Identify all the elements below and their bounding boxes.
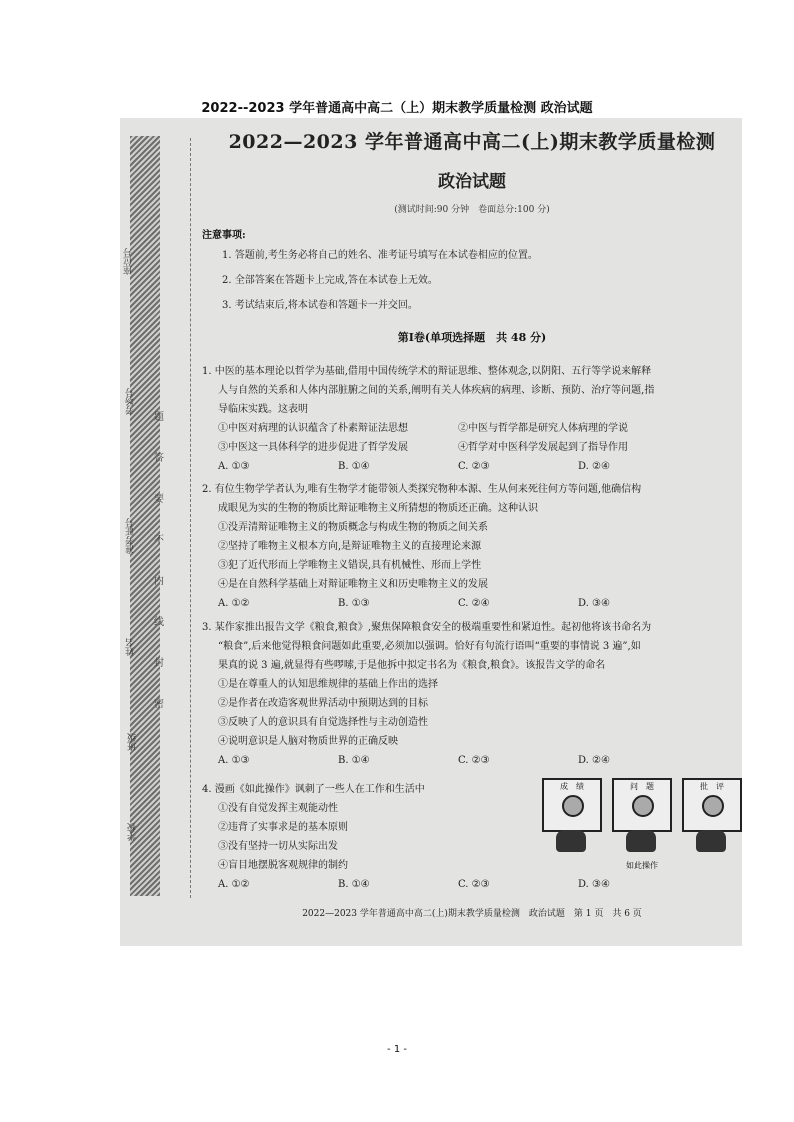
choice-d: D. ②④ <box>578 755 610 766</box>
choice-c: C. ②③ <box>458 879 490 890</box>
statement: ①没弄清辩证唯物主义的物质概念与构成生物的物质之间关系 <box>218 522 488 533</box>
school-label: 学校 <box>128 823 138 841</box>
statement: ③没有坚持一切从实际出发 <box>218 841 338 852</box>
seat-number-label: 座位号 <box>124 248 134 275</box>
panel-title: 问 题 <box>630 782 654 791</box>
panel-title: 成 绩 <box>560 782 584 791</box>
question-stem: 1. 中医的基本理论以哲学为基础,借用中国传统学术的辩证思维、整体观念,以阴阳、五行等学说来解释 <box>202 366 652 377</box>
cartoon-panel <box>682 778 742 832</box>
exam-info: (测试时间:90 分钟 卷面总分:100 分) <box>394 205 550 215</box>
panel-title: 批 评 <box>700 782 724 791</box>
document-header: 2022--2023 学年普通高中高二（上）期末教学质量检测 政治试题 <box>201 101 593 116</box>
question-2 <box>202 480 722 613</box>
seal-char: 不 <box>154 535 164 546</box>
exam-room-label: 考场号 <box>126 388 136 415</box>
statement: ①是在尊重人的认知思维规律的基础上作出的选择 <box>218 679 438 690</box>
question-stem: 3. 某作家推出报告文学《粮食,粮食》,聚焦保障粮食安全的极端重要性和紧迫性。起初他将该书命名为 <box>202 622 652 633</box>
statement: ④说明意识是人脑对物质世界的正确反映 <box>218 736 398 747</box>
statement: ④是在自然科学基础上对辩证唯物主义和历史唯物主义的发展 <box>218 579 488 590</box>
section-heading: 第Ⅰ卷(单项选择题 共 48 分) <box>397 331 547 344</box>
statement: ①中医对病理的认识蕴含了朴素辩证法思想 <box>218 423 408 434</box>
statement: ②违背了实事求是的基本原则 <box>218 822 348 833</box>
class-label: 班级 <box>128 733 138 751</box>
statement: ③反映了人的意识具有自觉选择性与主动创造性 <box>218 717 428 728</box>
statement: ②是作者在改造客观世界活动中预期达到的目标 <box>218 698 428 709</box>
statement: ②中医与哲学都是研究人体病理的学说 <box>458 423 628 434</box>
cartoon-caption: 如此操作 <box>626 861 658 870</box>
statement: ③犯了近代形而上学唯物主义错误,具有机械性、形而上学性 <box>218 560 482 571</box>
cartoon-panel <box>612 778 672 832</box>
statement: ③中医这一具体科学的进步促进了哲学发展 <box>218 442 408 453</box>
choice-a: A. ①② <box>218 598 250 609</box>
note-item: 1. 答题前,考生务必将自己的姓名、准考证号填写在本试卷相应的位置。 <box>222 250 538 261</box>
choice-a: A. ①③ <box>218 461 250 472</box>
question-stem: 导临床实践。这表明 <box>218 404 308 415</box>
choice-b: B. ①④ <box>338 755 370 766</box>
question-3 <box>202 618 722 770</box>
admission-id-label: 准考证号 <box>126 518 136 554</box>
question-stem: 2. 有位生物学学者认为,唯有生物学才能带领人类探究物种本源、生从何来死往何方等问题,他确信构 <box>202 484 642 495</box>
name-label: 姓名 <box>126 638 136 656</box>
exam-paper <box>202 118 742 946</box>
choice-d: D. ③④ <box>578 879 610 890</box>
note-item: 3. 考试结束后,将本试卷和答题卡一并交回。 <box>222 300 418 311</box>
question-stem: “粮食”,后来他觉得粮食问题如此重要,必须加以强调。恰好有句流行语叫“重要的事情说 3 遍”,如 <box>218 641 641 652</box>
question-stem: 果真的说 3 遍,就显得有些啰嗦,于是他拆中拟定书名为《粮食,粮食》。该报告文学的命名 <box>218 660 606 671</box>
note-item: 2. 全部答案在答题卡上完成,答在本试卷上无效。 <box>222 275 438 286</box>
question-1 <box>202 362 722 476</box>
seal-line-characters <box>154 408 166 736</box>
seal-char: 内 <box>154 576 164 587</box>
statement: ④哲学对中医科学发展起到了指导作用 <box>458 442 628 453</box>
choice-c: C. ②③ <box>458 755 490 766</box>
page-number: - 1 - <box>387 1044 407 1055</box>
seal-char: 要 <box>154 494 164 505</box>
choice-a: A. ①③ <box>218 755 250 766</box>
hand-icon <box>626 830 656 852</box>
hand-icon <box>696 830 726 852</box>
statement: ①没有自觉发挥主观能动性 <box>218 803 338 814</box>
question-stem: 成眼见为实的生物的物质比辩证唯物主义所猜想的物质还正确。这种认识 <box>218 503 538 514</box>
question-stem: 人与自然的关系和人体内部脏腑之间的关系,阐明有关人体疾病的病理、诊断、预防、治疗等问题,指 <box>218 385 655 396</box>
magnifier-icon <box>632 795 654 817</box>
exam-photo <box>120 118 742 946</box>
hand-icon <box>556 830 586 852</box>
seal-char: 答 <box>154 453 164 464</box>
statement: ②坚持了唯物主义根本方向,是辩证唯物主义的直接理论来源 <box>218 541 482 552</box>
statement: ④盲目地摆脱客观规律的制约 <box>218 860 348 871</box>
choice-d: D. ③④ <box>578 598 610 609</box>
notes-heading: 注意事项: <box>202 230 246 241</box>
seal-char: 题 <box>154 412 164 423</box>
exam-title: 2022—2023 学年普通高中高二(上)期末教学质量检测 <box>228 131 716 153</box>
exam-footer: 2022—2023 学年普通高中高二(上)期末教学质量检测 政治试题 第 1 页 共 6 页 <box>302 909 642 919</box>
magnifier-icon <box>562 795 584 817</box>
choice-d: D. ②④ <box>578 461 610 472</box>
exam-subject: 政治试题 <box>438 172 506 192</box>
cartoon-illustration <box>542 778 742 873</box>
choice-c: C. ②④ <box>458 598 490 609</box>
choice-b: B. ①④ <box>338 461 370 472</box>
choice-a: A. ①② <box>218 879 250 890</box>
seal-char: 密 <box>154 699 164 710</box>
cartoon-panel <box>542 778 602 832</box>
seal-char: 线 <box>154 617 164 628</box>
seal-char: 封 <box>154 658 164 669</box>
binding-dashed-line <box>190 138 191 898</box>
question-stem: 4. 漫画《如此操作》讽刺了一些人在工作和生活中 <box>202 784 425 795</box>
magnifier-icon <box>702 795 724 817</box>
choice-b: B. ①④ <box>338 879 370 890</box>
choice-b: B. ①③ <box>338 598 370 609</box>
choice-c: C. ②③ <box>458 461 490 472</box>
